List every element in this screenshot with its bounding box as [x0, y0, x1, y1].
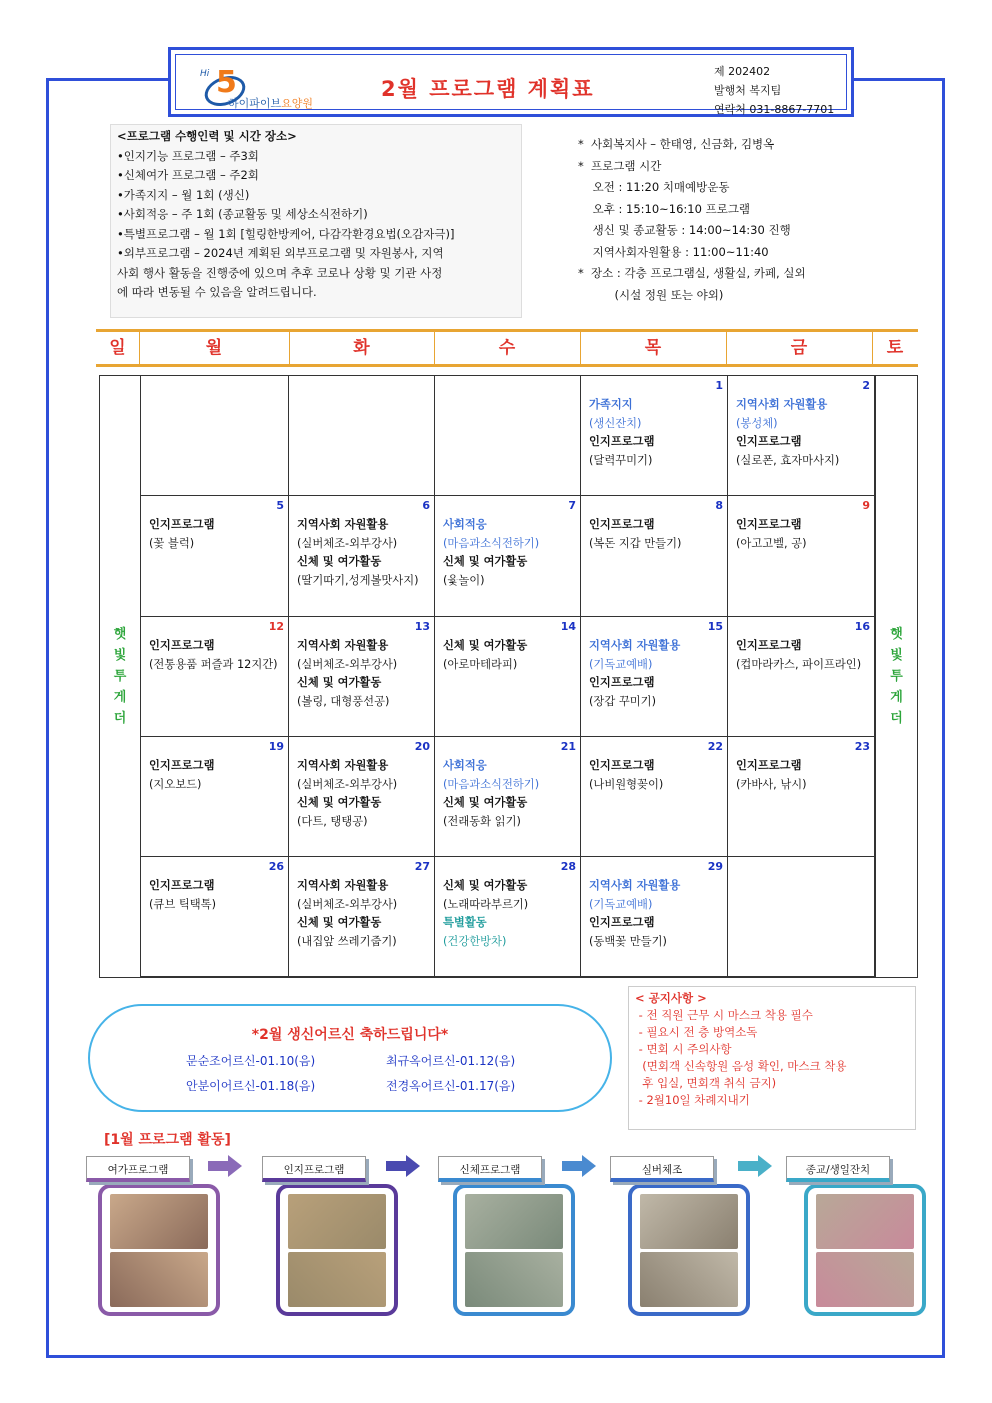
info-left-line: •가족지지 – 월 1회 (생신) — [117, 187, 250, 202]
program-entry: 인지프로그램 — [149, 639, 215, 652]
program-entry: 인지프로그램 — [149, 518, 215, 531]
day-number: 1 — [715, 379, 723, 392]
activity-label: 종교/생일잔치 — [786, 1156, 890, 1182]
logo-hi: Hi — [200, 69, 210, 79]
program-entry: 가족지지 — [589, 398, 633, 411]
side-label-char: 투 — [113, 669, 127, 684]
info-right-line: 오전 : 11:20 치매예방운동 — [578, 180, 730, 194]
day-number: 21 — [560, 740, 576, 753]
program-entry: 인지프로그램 — [736, 435, 802, 448]
info-left-line: •신체여가 프로그램 – 주2회 — [117, 168, 259, 182]
calendar-day-cell — [141, 737, 289, 857]
calendar-day-cell — [435, 376, 581, 496]
day-number: 12 — [268, 620, 284, 633]
activity-photo-frame — [98, 1184, 220, 1316]
calendar-day-cell — [435, 857, 581, 977]
calendar-day-cell — [581, 737, 728, 857]
weekday-0: 일 — [96, 332, 140, 364]
program-staffing-info — [110, 124, 522, 318]
birthday-person: 문순조어르신-01.10(음) — [186, 1054, 316, 1068]
weekday-5: 금 — [726, 332, 873, 364]
side-label-char: 게 — [113, 690, 127, 705]
header-banner — [168, 47, 854, 117]
day-number: 28 — [560, 860, 576, 873]
activity-photo — [288, 1252, 386, 1307]
calendar-day-cell — [581, 617, 728, 737]
logo-text — [228, 95, 313, 111]
day-number: 23 — [854, 740, 870, 753]
contact: 연락처 031-8867-7701 — [714, 103, 835, 116]
program-entry: (생신잔치) — [589, 416, 642, 430]
calendar-day-cell — [435, 737, 581, 857]
info-right-line: * 장소 : 각층 프로그램실, 생활실, 카페, 실외 — [578, 266, 806, 280]
day-number: 2 — [862, 379, 870, 392]
calendar-day-cell — [435, 496, 581, 617]
side-label-char: 더 — [890, 711, 903, 726]
program-entry: 사회적응 — [443, 518, 487, 531]
notice-line: 후 입실, 면회객 취식 금지) — [635, 1076, 777, 1090]
saturday-column — [875, 376, 917, 977]
program-entry: (컵마라카스, 파이프라인) — [736, 657, 862, 671]
weekday-6: 토 — [886, 338, 904, 358]
program-entry: 인지프로그램 — [149, 879, 215, 892]
program-entry: 신체 및 여가활동 — [297, 555, 382, 568]
calendar-day-cell — [728, 617, 875, 737]
day-number: 15 — [707, 620, 723, 633]
day-number: 22 — [707, 740, 723, 753]
program-entry: 특별활동 — [443, 916, 487, 929]
activity-photo — [640, 1252, 738, 1307]
program-entry: (봉성체) — [736, 416, 778, 430]
program-entry: 인지프로그램 — [589, 518, 655, 531]
program-entry: 인지프로그램 — [736, 518, 802, 531]
program-entry: 인지프로그램 — [736, 639, 802, 652]
day-number: 8 — [715, 499, 723, 512]
header-meta — [714, 62, 834, 119]
program-entry: (딸기따기,성게볼맛사지) — [297, 573, 419, 587]
arrow-head-icon — [228, 1155, 242, 1177]
program-entry: 지역사회 자원활용 — [589, 879, 681, 892]
program-entry: 지역사회 자원활용 — [297, 639, 389, 652]
info-right-line: * 사회복지사 – 한태영, 신금화, 김병옥 — [578, 137, 775, 151]
arrow-head-icon — [582, 1155, 596, 1177]
info-left-line: •특별프로그램 – 월 1회 [힐링한방케어, 다감각환경요법(오감자극)] — [117, 226, 455, 241]
saturday-side-label — [876, 624, 917, 729]
day-number: 6 — [422, 499, 430, 512]
info-left-lines — [117, 147, 515, 303]
program-entry: 사회적응 — [443, 759, 487, 772]
day-number: 20 — [414, 740, 430, 753]
publisher: 발행처 복지팀 — [714, 84, 782, 97]
activity-label: 실버체조 — [610, 1156, 714, 1182]
program-entry: 지역사회 자원활용 — [297, 879, 389, 892]
day-number: 27 — [414, 860, 430, 873]
activity-photo — [110, 1194, 208, 1249]
program-entry: (내집앞 쓰레기줍기) — [297, 934, 397, 948]
program-entry: (기독교예배) — [589, 897, 653, 911]
activity-photo-frame — [628, 1184, 750, 1316]
activity-photo-frame — [804, 1184, 926, 1316]
weekday-3: 수 — [434, 332, 581, 364]
info-right-line: 생신 및 종교활동 : 14:00~14:30 진행 — [578, 223, 791, 237]
notice-line: - 면회 시 주의사항 — [635, 1042, 732, 1056]
calendar-day-cell — [728, 376, 875, 496]
arrow-head-icon — [406, 1155, 420, 1177]
weekday-4: 목 — [580, 332, 727, 364]
program-entry: 지역사회 자원활용 — [736, 398, 828, 411]
program-entry: (기독교예배) — [589, 657, 653, 671]
birthday-banner — [88, 1004, 612, 1112]
calendar-day-cell — [289, 857, 435, 977]
day-number: 13 — [414, 620, 430, 633]
notice-title: < 공지사항 > — [635, 991, 707, 1005]
side-label-char: 더 — [113, 711, 127, 726]
logo-sub: 요양원 — [281, 97, 314, 110]
info-left-line: •인지기능 프로그램 – 주3회 — [117, 148, 259, 163]
activity-photo — [465, 1194, 563, 1249]
birthday-person: 최규옥어르신-01.12(음) — [386, 1054, 516, 1068]
side-label-char: 빛 — [890, 648, 903, 663]
header-inner-border — [175, 54, 847, 116]
calendar-grid — [99, 375, 918, 978]
program-entry: (지오보드) — [149, 777, 202, 791]
weekday-header — [96, 329, 918, 367]
program-entry: 인지프로그램 — [589, 916, 655, 929]
activity-photo — [640, 1194, 738, 1249]
activities-title: [1월 프로그램 활동] — [104, 1132, 231, 1148]
day-number: 14 — [560, 620, 576, 633]
calendar-day-cell — [141, 496, 289, 617]
day-number: 29 — [707, 860, 723, 873]
calendar-day-cell — [435, 617, 581, 737]
arrow-icon — [386, 1161, 406, 1171]
program-entry: (실버체조-외부강사) — [297, 777, 398, 791]
page-title: 2월 프로그램 계획표 — [381, 77, 595, 101]
arrow-head-icon — [758, 1155, 772, 1177]
program-entry: 신체 및 여가활동 — [443, 796, 528, 809]
info-left-title: <프로그램 수행인력 및 시간 장소> — [117, 129, 297, 143]
activity-label: 신체프로그램 — [438, 1156, 542, 1182]
facility-logo — [198, 67, 318, 111]
logo-number: 5 — [216, 65, 237, 100]
day-number: 9 — [862, 499, 870, 512]
notice-line: (면회객 신속항원 음성 확인, 마스크 착용 — [635, 1059, 847, 1073]
program-entry: 인지프로그램 — [589, 435, 655, 448]
arrow-icon — [208, 1161, 228, 1171]
side-label-char: 햇 — [890, 627, 903, 642]
calendar-day-cell — [289, 496, 435, 617]
notice-line: - 필요시 전 층 방역소독 — [635, 1025, 758, 1039]
calendar-day-cell — [289, 737, 435, 857]
program-entry: (마음과소식전하기) — [443, 536, 540, 550]
program-entry: (복돈 지갑 만들기) — [589, 536, 682, 550]
calendar-day-cell — [728, 496, 875, 617]
activity-photo — [816, 1252, 914, 1307]
info-left-line: 에 따라 변동될 수 있음을 알려드립니다. — [117, 285, 317, 299]
arrow-icon — [562, 1161, 582, 1171]
program-entry: (건강한방차) — [443, 934, 507, 948]
program-entry: (윷놀이) — [443, 573, 485, 587]
arrow-icon — [738, 1161, 758, 1171]
program-entry: (실버체조-외부강사) — [297, 657, 398, 671]
program-entry: (전래동화 읽기) — [443, 814, 521, 828]
notice-lines — [635, 1007, 909, 1109]
program-entry: 인지프로그램 — [589, 759, 655, 772]
program-entry: (실버체조-외부강사) — [297, 536, 398, 550]
calendar-day-cell — [289, 376, 435, 496]
weekday-1: 월 — [139, 332, 290, 364]
info-right-line: 오후 : 15:10~16:10 프로그램 — [578, 201, 751, 216]
info-left-line: 사회 행사 활동을 진행중에 있으며 추후 코로나 상황 및 기관 사정 — [117, 265, 443, 280]
info-left-line: •외부프로그램 – 2024년 계획된 외부프로그램 및 자원봉사, 지역 — [117, 246, 444, 260]
sunday-column — [100, 376, 141, 977]
day-number: 19 — [268, 740, 284, 753]
weekday-2: 화 — [289, 332, 435, 364]
program-entry: 인지프로그램 — [149, 759, 215, 772]
info-right-line: 지역사회자원활용 : 11:00~11:40 — [578, 244, 769, 259]
calendar-day-cell — [728, 857, 875, 977]
activity-photo — [465, 1252, 563, 1307]
notice-line: - 2월10일 차례지내기 — [635, 1093, 750, 1107]
day-number: 26 — [268, 860, 284, 873]
program-entry: 인지프로그램 — [736, 759, 802, 772]
birthday-person: 안분이어르신-01.18(음) — [186, 1079, 316, 1093]
calendar-day-cell — [728, 737, 875, 857]
logo-name: 하이파이브 — [228, 97, 282, 110]
activity-photo — [110, 1252, 208, 1307]
day-number: 5 — [276, 499, 284, 512]
program-entry: (카바사, 낚시) — [736, 777, 807, 791]
notice-box — [628, 986, 916, 1130]
program-entry: 신체 및 여가활동 — [297, 796, 382, 809]
program-entry: 신체 및 여가활동 — [443, 555, 528, 568]
activity-photo — [816, 1194, 914, 1249]
birthday-title: *2월 생신어르신 축하드립니다* — [251, 1027, 449, 1043]
program-entry: (아고고벨, 공) — [736, 536, 807, 550]
program-entry: (전통용품 퍼즐과 12지간) — [149, 657, 278, 671]
program-entry: (마음과소식전하기) — [443, 777, 540, 791]
calendar-day-cell — [581, 496, 728, 617]
day-number: 7 — [568, 499, 576, 512]
program-entry: (꽃 블럭) — [149, 536, 195, 550]
program-entry: (노래따라부르기) — [443, 897, 529, 911]
birthday-person: 전경옥어르신-01.17(음) — [386, 1079, 516, 1093]
program-entry: (큐브 틱택톡) — [149, 897, 216, 911]
program-entry: (나비원형꽂이) — [589, 777, 664, 791]
activity-label: 여가프로그램 — [86, 1156, 190, 1182]
program-entry: (볼링, 대형풍선공) — [297, 694, 390, 708]
program-time-info — [578, 134, 898, 306]
program-entry: 신체 및 여가활동 — [297, 676, 382, 689]
activity-photo-frame — [276, 1184, 398, 1316]
info-right-line: * 프로그램 시간 — [578, 158, 662, 173]
program-entry: 신체 및 여가활동 — [443, 879, 528, 892]
program-entry: (달력꾸미기) — [589, 453, 653, 467]
program-entry: (아로마테라피) — [443, 657, 518, 671]
program-entry: (다트, 탱탱공) — [297, 814, 368, 828]
program-entry: 지역사회 자원활용 — [297, 518, 389, 531]
activity-photo-frame — [453, 1184, 575, 1316]
program-entry: 지역사회 자원활용 — [297, 759, 389, 772]
calendar-day-cell — [141, 857, 289, 977]
side-label-char: 게 — [890, 690, 903, 705]
calendar-day-cell — [289, 617, 435, 737]
sunday-side-label — [100, 624, 140, 729]
side-label-char: 빛 — [113, 648, 127, 663]
program-entry: 신체 및 여가활동 — [297, 916, 382, 929]
day-number: 16 — [854, 620, 870, 633]
info-right-line: (시설 정원 또는 야외) — [578, 287, 724, 302]
program-entry: 신체 및 여가활동 — [443, 639, 528, 652]
calendar-day-cell — [581, 376, 728, 496]
calendar-day-cell — [581, 857, 728, 977]
program-entry: (실버체조-외부강사) — [297, 897, 398, 911]
activity-photo — [288, 1194, 386, 1249]
side-label-char: 햇 — [113, 627, 127, 642]
notice-line: - 전 직원 근무 시 마스크 착용 필수 — [635, 1008, 813, 1022]
program-entry: (동백꽃 만들기) — [589, 934, 667, 948]
info-left-line: •사회적응 – 주 1회 (종교활동 및 세상소식전하기) — [117, 207, 368, 221]
calendar-day-cell — [141, 376, 289, 496]
issue-number: 제 202402 — [714, 65, 771, 78]
activity-label: 인지프로그램 — [262, 1156, 366, 1182]
program-entry: 인지프로그램 — [589, 676, 655, 689]
program-entry: (실로폰, 효자마사지) — [736, 453, 840, 467]
side-label-char: 투 — [890, 669, 903, 684]
program-entry: (장갑 꾸미기) — [589, 694, 656, 708]
calendar-day-cell — [141, 617, 289, 737]
program-entry: 지역사회 자원활용 — [589, 639, 681, 652]
